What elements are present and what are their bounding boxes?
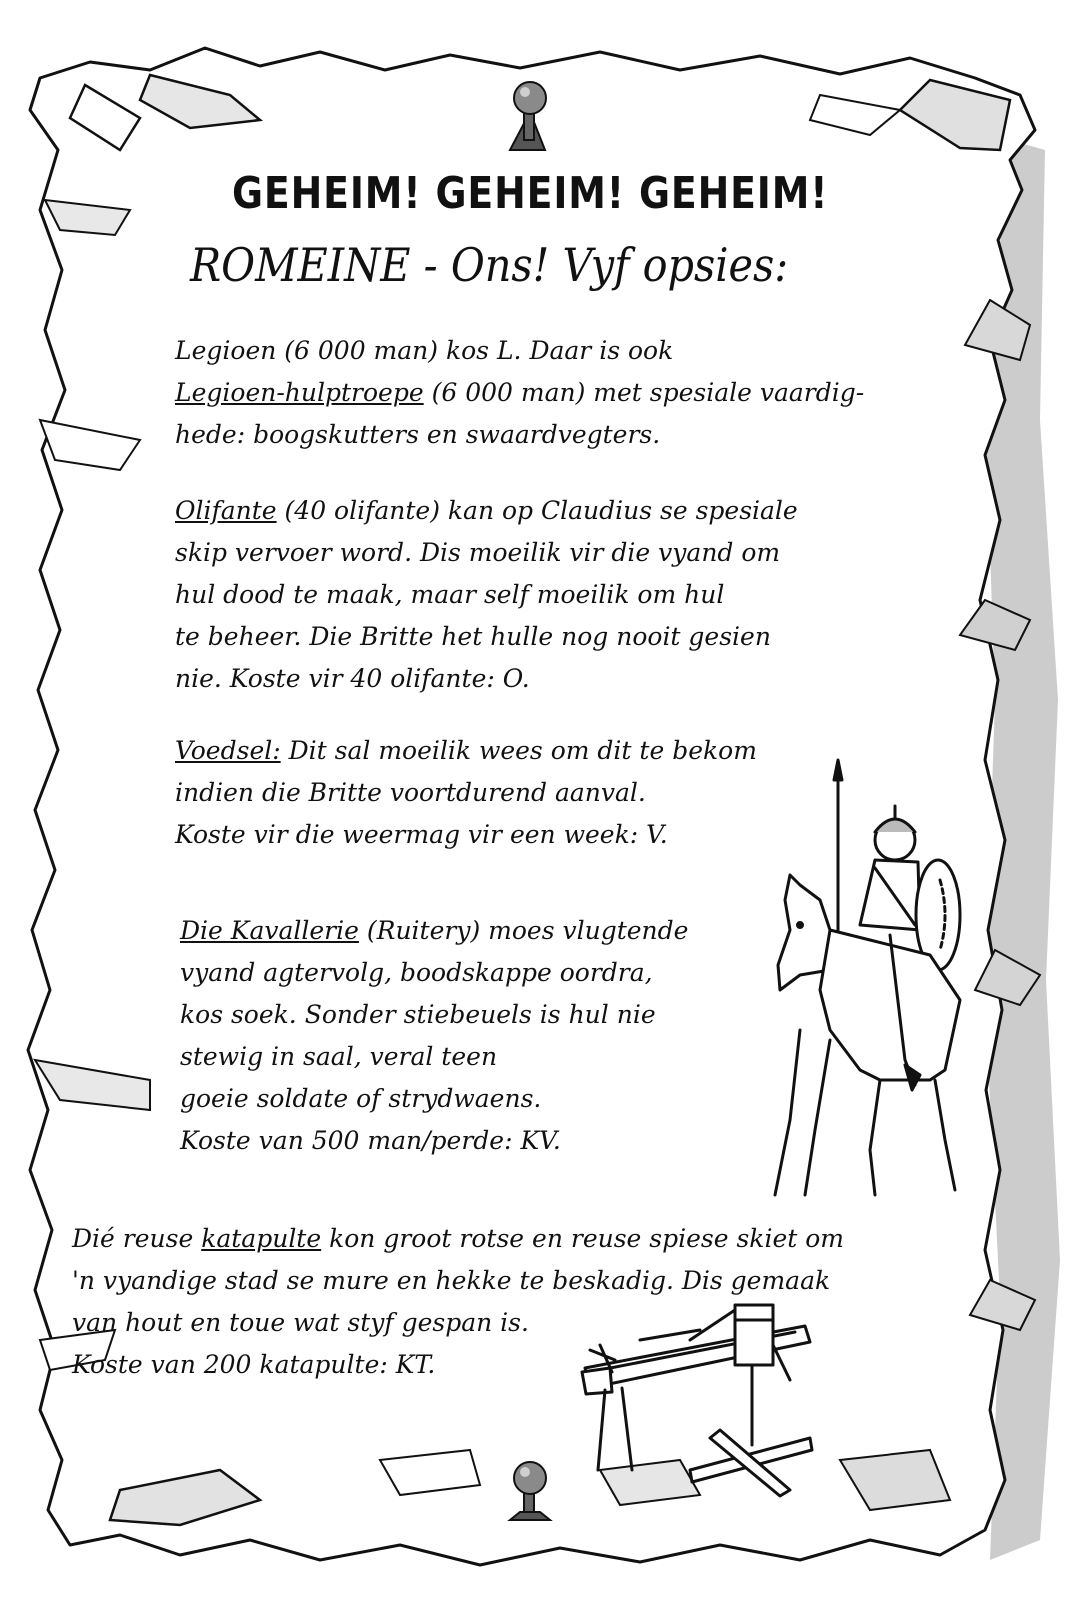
text-span: Dit sal moeilik wees om dit te bekom	[280, 736, 757, 765]
underlined-term: Olifante	[175, 496, 277, 525]
underlined-term: katapulte	[201, 1224, 322, 1253]
text-line: Koste van 200 katapulte: KT.	[72, 1350, 436, 1379]
text-line	[180, 910, 688, 952]
text-line: Koste vir die weermag vir een week: V.	[175, 820, 668, 849]
paragraph-katapulte	[72, 1218, 844, 1386]
text-line: te beheer. Die Britte het hulle nog nooit gesien	[175, 622, 771, 651]
text-span: Dié reuse	[72, 1224, 202, 1253]
underlined-term: Legioen-hulptroepe	[175, 378, 424, 407]
text-line: 'n vyandige stad se mure en hekke te beskadig. Dis gemaak	[72, 1266, 831, 1295]
text-line	[175, 730, 757, 772]
text-line	[175, 490, 798, 532]
paragraph-legioen	[175, 330, 864, 456]
paragraph-olifante	[175, 490, 798, 700]
text-line: vyand agtervolg, boodskappe oordra,	[180, 958, 653, 987]
text-line: Koste van 500 man/perde: KV.	[180, 1126, 561, 1155]
text-line: kos soek. Sonder stiebeuels is hul nie	[180, 1000, 656, 1029]
text-span: (6 000 man) met spesiale vaardig-	[423, 378, 865, 407]
text-line: Legioen (6 000 man) kos L. Daar is ook	[175, 336, 674, 365]
text-line: stewig in saal, veral teen	[180, 1042, 498, 1071]
underlined-term: Die Kavallerie	[180, 916, 359, 945]
subtitle-romans: ROMEINE - Ons! Vyf opsies:	[190, 238, 789, 292]
heading-secret: GEHEIM! GEHEIM! GEHEIM!	[232, 168, 829, 219]
text-line	[175, 372, 864, 414]
underlined-term: Voedsel:	[175, 736, 281, 765]
text-span: (40 olifante) kan op Claudius se spesiale	[276, 496, 798, 525]
text-span: (Ruitery) moes vlugtende	[358, 916, 689, 945]
paragraph-kavallerie	[180, 910, 688, 1162]
text-line: goeie soldate of strydwaens.	[180, 1084, 542, 1113]
text-line: van hout en toue wat styf gespan is.	[72, 1308, 529, 1337]
text-span: kon groot rotse en reuse spiese skiet om	[321, 1224, 844, 1253]
text-line: hul dood te maak, maar self moeilik om hul	[175, 580, 725, 609]
text-line	[72, 1218, 844, 1260]
text-line: nie. Koste vir 40 olifante: O.	[175, 664, 530, 693]
text-line: indien die Britte voortdurend aanval.	[175, 778, 646, 807]
text-line: hede: boogskutters en swaardvegters.	[175, 420, 661, 449]
text-line: skip vervoer word. Dis moeilik vir die vyand om	[175, 538, 781, 567]
paragraph-voedsel	[175, 730, 757, 856]
